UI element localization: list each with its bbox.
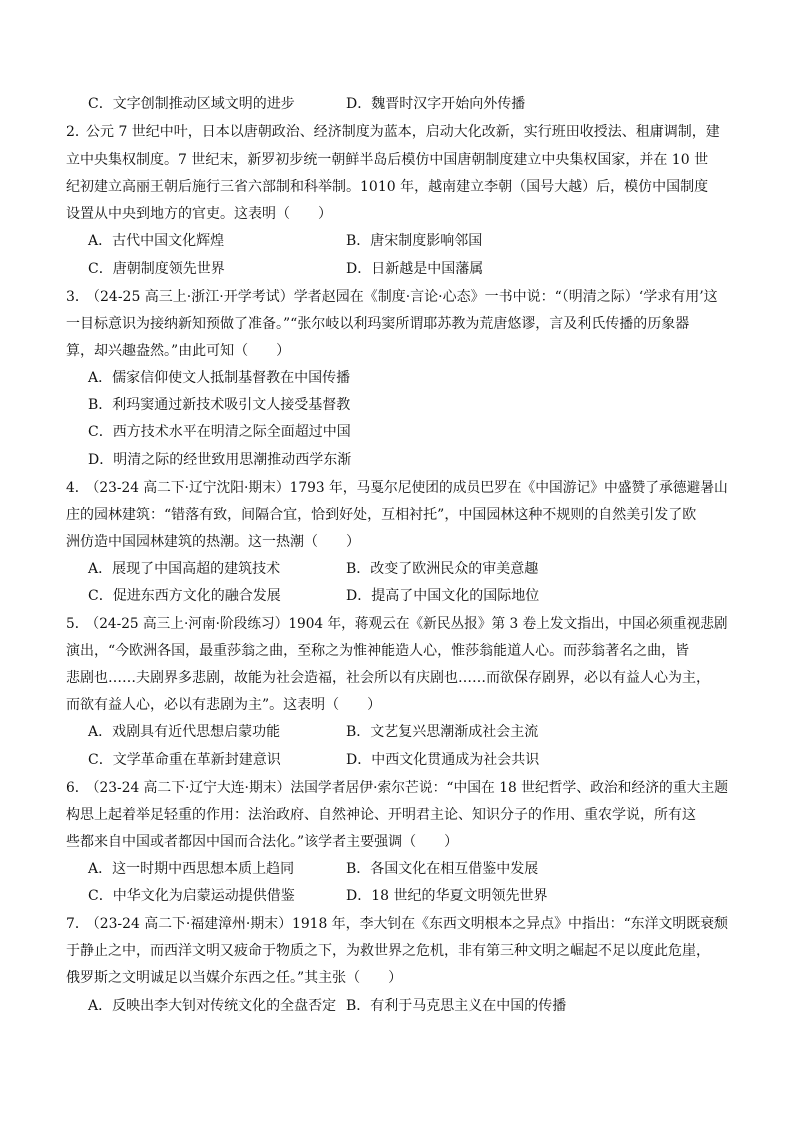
q5-stem-line-4: 而欲有益人心，必以有悲剧为主”。这表明（ ） [66,697,382,713]
q2-stem-line-2: 立中央集权制度。7 世纪末，新罗初步统一朝鲜半岛后模仿中国唐朝制度建立中央集权国家，并在 10 世 [66,152,709,168]
q4-number: 4． [66,480,89,496]
q5-option-b[interactable]: B．文艺复兴思潮渐成社会主流 [346,724,539,740]
q2-stem-line-3: 纪初建立高丽王朝后施行三省六部制和科举制。1010 年，越南建立李朝（国号大越）后，模仿中国制度 [66,179,709,195]
q7-number: 7． [66,916,89,932]
q4-stem-line-2: 庄的园林建筑：“错落有致，间隔合宜，恰到好处，互相衬托”，中国园林这种不规则的自然美引发了欧 [66,507,697,523]
q7-option-a[interactable]: A．反映出李大钊对传统文化的全盘否定 [88,998,337,1014]
q6-number: 6． [66,780,89,796]
q4-stem-line-3: 洲仿造中国园林建筑的热潮。这一热潮（ ） [66,534,360,550]
q2-option-a[interactable]: A．古代中国文化辉煌 [88,233,225,249]
q4-option-d[interactable]: D．提高了中国文化的国际地位 [346,588,540,604]
q6-stem-line-2: 构思上起着举足轻重的作用：法治政府、自然神论、开明君主论、知识分子的作用、重农学说，所有这 [66,807,696,823]
q7-stem-line-3: 俄罗斯之文明诚足以当媒介东西之任。”其主张（ ） [66,970,403,986]
q5-stem-line-3: 悲剧也……夫剧界多悲剧，故能为社会造福，社会所以有庆剧也……而欲保存剧界，必以有益人心为主， [66,670,710,686]
q6-option-b[interactable]: B．各国文化在相互借鉴中发展 [346,861,539,877]
q2-option-b[interactable]: B．唐宋制度影响邻国 [346,233,483,249]
q5-stem-line-2: 演出，“今欧洲各国，最重莎翁之曲，至称之为惟神能造人心，惟莎翁能道人心。而莎翁著名之曲，皆 [66,643,690,659]
q3-stem-line-3: 算，却兴趣盎然。”由此可知（ ） [66,343,291,359]
q5-option-d[interactable]: D．中西文化贯通成为社会共识 [346,752,540,768]
q4-option-b[interactable]: B．改变了欧洲民众的审美意趣 [346,561,539,577]
q1-option-d[interactable]: D．魏晋时汉字开始向外传播 [346,96,526,112]
q5-number: 5． [66,616,89,632]
q3-stem-line-2: 一目标意识为接纳新知预做了准备。”“张尔岐以利玛窦所谓耶苏教为荒唐悠谬，言及利氏传播的历象器 [66,316,690,332]
q6-option-c[interactable]: C．中华文化为启蒙运动提供借鉴 [88,888,295,904]
q3-option-b[interactable]: B．利玛窦通过新技术吸引文人接受基督教 [88,397,351,413]
q2-option-d[interactable]: D．日新越是中国藩属 [346,261,484,277]
q3-number: 3． [66,289,89,305]
q2-option-c[interactable]: C．唐朝制度领先世界 [88,261,225,277]
q7-stem-line-2: 于静止之中，而西洋文明又疲命于物质之下，为救世界之危机，非有第三种文明之崛起不足以度此危崖， [66,943,710,959]
q6-option-a[interactable]: A．这一时期中西思想本质上趋同 [88,861,295,877]
q5-option-c[interactable]: C．文学革命重在革新封建意识 [88,752,281,768]
q5-option-a[interactable]: A．戏剧具有近代思想启蒙功能 [88,724,281,740]
q1-option-c[interactable]: C．文字创制推动区域文明的进步 [88,96,295,112]
q6-option-d[interactable]: D．18 世纪的华夏文明领先世界 [346,888,548,904]
q4-option-c[interactable]: C．促进东西方文化的融合发展 [88,588,281,604]
q6-stem-line-3: 些都来自中国或者都因中国而合法化。”该学者主要强调（ ） [66,834,459,850]
exam-page: C．文字创制推动区域文明的进步 D．魏晋时汉字开始向外传播 2． 公元 7 世纪中叶，日本以唐朝政治、经济制度为蓝本，启动大化改新，实行班田收授法、租庸调制，建 立中央集权制度。7 世纪末，新罗初步统一朝鲜半岛后模仿中国唐朝制度建立中央集权国家，并在 10 世 纪初建立高丽王朝后施行三省六部制和科举制。1010 年，越南建立李朝（国号大越）后，模仿中国制度 设置从中央到地方的官吏。这表明（ ） A．古代中国文化辉煌 B．唐宋制度影响邻国 C．唐朝制度领先世界 D．日新越是中国藩属 3． （24-25 高三上·浙江·开学考试）学者赵园在《制度·言论·心态》一书中说：“（明清之际）‘学求有用’这 一目标意识为接纳新知预做了准备。”“张尔岐以利玛窦所谓耶苏教为荒唐悠谬，言及利氏传播的历象器 算，却兴趣盎然。”由此可知（ ） A．儒家信仰使文人抵制基督教在中国传播 B．利玛窦通过新技术吸引文人接受基督教 C．西方技术水平在明清之际全面超过中国 D．明清之际的经世致用思潮推动西学东渐 4． （23-24 高二下·辽宁沈阳·期末）1793 年，马戛尔尼使团的成员巴罗在《中国游记》中盛赞了承德避暑山 庄的园林建筑：“错落有致，间隔合宜，恰到好处，互相衬托”，中国园林这种不规则的自然美引发了欧 洲仿造中国园林建筑的热潮。这一热潮（ ） A．展现了中国高超的建筑技术 B．改变了欧洲民众的审美意趣 C．促进东西方文化的融合发展 D．提高了中国文化的国际地位 5． （24-25 高三上·河南·阶段练习）1904 年，蒋观云在《新民丛报》第 3 卷上发文指出，中国必须重视悲剧 演出，“今欧洲各国，最重莎翁之曲，至称之为惟神能造人心，惟莎翁能道人心。而莎翁著名之曲，皆 悲剧也……夫剧界多悲剧，故能为社会造福，社会所以有庆剧也……而欲保存剧界，必以有益人心为主， 而欲有益人心，必以有悲剧为主”。这表明（ ） A．戏剧具有近代思想启蒙功能 B．文艺复兴思潮渐成社会主流 C．文学革命重在革新封建意识 D．中西文化贯通成为社会共识 6． （23-24 高二下·辽宁大连·期末）法国学者居伊·索尔芒说：“中国在 18 世纪哲学、政治和经济的重大主题 构思上起着举足轻重的作用：法治政府、自然神论、开明君主论、知识分子的作用、重农学说，所有这 些都来自中国或者都因中国而合法化。”该学者主要强调（ ） A．这一时期中西思想本质上趋同 B．各国文化在相互借鉴中发展 C．中华文化为启蒙运动提供借鉴 D．18 世纪的华夏文明领先世界 7． （23-24 高二下·福建漳州·期末）1918 年，李大钊在《东西文明根本之异点》中指出：“东洋文明既衰颓 于静止之中，而西洋文明又疲命于物质之下，为救世界之危机，非有第三种文明之崛起不足以度此危崖， 俄罗斯之文明诚足以当媒介东西之任。”其主张（ ） A．反映出李大钊对传统文化的全盘否定 B．有利于马克思主义在中国的传播 [66,96,729,1014]
q7-option-b[interactable]: B．有利于马克思主义在中国的传播 [346,998,567,1014]
q3-option-c[interactable]: C．西方技术水平在明清之际全面超过中国 [88,424,351,440]
q3-option-d[interactable]: D．明清之际的经世致用思潮推动西学东渐 [88,452,352,468]
q2-number: 2． [66,124,89,140]
q2-stem-line-4: 设置从中央到地方的官吏。这表明（ ） [66,206,332,222]
q4-option-a[interactable]: A．展现了中国高超的建筑技术 [88,561,281,577]
q3-option-a[interactable]: A．儒家信仰使文人抵制基督教在中国传播 [88,370,351,386]
